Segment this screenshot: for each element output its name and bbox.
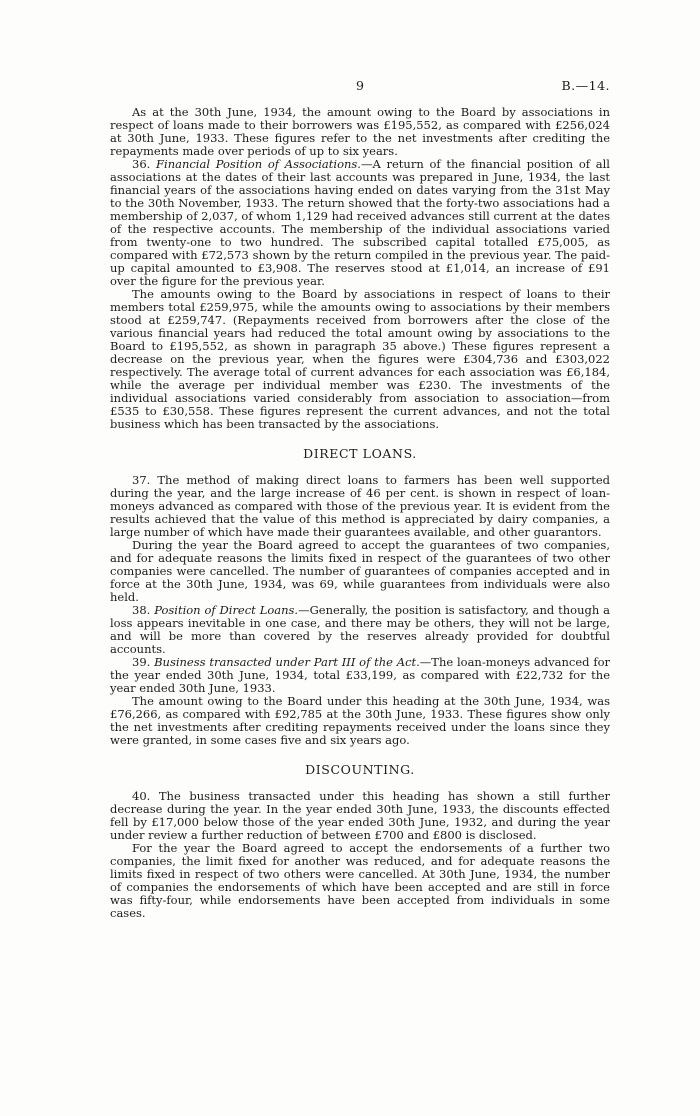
paragraph-text: —A return of the financial position of all associations at the dates of their last accounts was prepared in June, 1934, the last financial years of the associations having ended on dates varying from the 31st May to the 30th November, 1933. The return showed that the forty-two associations had a membership of 2,037, of whom 1,129 had received advances still current at the dates of the respective accounts. The membership of the individual associations varied from twenty-one to two hundred. The subscribed capital totalled £75,005, as compared with £72,573 shown by the return compiled in the previous year. The paid-up capital amounted to £3,908. The reserves stood at £1,014, an increase of £91 over the figure for the previous year.: [110, 157, 610, 288]
page-header: [110, 78, 610, 96]
paragraph-title: Financial Position of Associations.: [156, 157, 361, 171]
paragraph-title: Position of Direct Loans.: [154, 603, 299, 617]
paragraph-39-continued: The amount owing to the Board under this heading at the 30th June, 1934, was £76,266, as compared with £92,785 at the 30th June, 1933. These figures show only the net investments after crediting repayments received under the loans since they were granted, in some cases five and six years ago.: [110, 694, 610, 747]
page-number: 9: [356, 78, 364, 93]
paragraph-37: 37. The method of making direct loans to farmers has been well supported during the year, and the large increase of 46 per cent. is shown in respect of loan-moneys advanced as compared with those of the previous year. It is evident from the results achieved that the value of this method is appreciated by dairy companies, a large number of which have made their guarantees available, and other guarantors.: [110, 473, 610, 539]
paragraph-35-continued: As at the 30th June, 1934, the amount owing to the Board by associations in respect of loans made to their borrowers was £195,552, as compared with £256,024 at 30th June, 1933. These figures refer to the net investments after crediting the repayments made over periods of up to six years.: [110, 105, 610, 158]
paragraph-36-continued: The amounts owing to the Board by associations in respect of loans to their members total £259,975, while the amounts owing to associations by their members stood at £259,747. (Repayments received from borrowers after the close of the various financial years had reduced the total amount owing by associations to the Board to £195,552, as shown in paragraph 35 above.) These figures represent a decrease on the previous year, when the figures were £304,736 and £303,022 respectively. The average total of current advances for each association was £6,184, while the average per individual member was £230. The investments of the individual associations varied considerably from association to association—from £535 to £30,558. These figures represent the current advances, and not the total business which has been transacted by the associations.: [110, 287, 610, 431]
paragraph-number: 36.: [132, 157, 151, 171]
paragraph-40: 40. The business transacted under this heading has shown a still further decrease during the year. In the year ended 30th June, 1933, the discounts effected fell by £17,000 below those of the year ended 30th June, 1932, and during the year under review a further reduction of between £700 and £800 is disclosed.: [110, 789, 610, 842]
document-reference: B.—14.: [561, 78, 610, 93]
paragraph-number: 38.: [132, 603, 151, 617]
paragraph-39: [110, 656, 610, 695]
section-heading-discounting: DISCOUNTING.: [305, 762, 415, 777]
paragraph-number: 39.: [132, 655, 151, 669]
document-body: [110, 106, 610, 920]
paragraph-text: —Generally, the position is satisfactory, and though a loss appears inevitable in one case, and there may be others, they will not be large, and will be more than covered by the reserves already provided for doubtful accounts.: [110, 603, 610, 656]
section-heading-direct-loans: DIRECT LOANS.: [303, 446, 417, 461]
paragraph-36: [110, 158, 610, 288]
paragraph-40-continued: For the year the Board agreed to accept the endorsements of a further two companies, the limit fixed for another was reduced, and for adequate reasons the limits fixed in respect of two others were cancelled. At 30th June, 1934, the number of companies the endorsements of which have been accepted and are still in force was fifty-four, while endorsements have been accepted from individuals in some cases.: [110, 841, 610, 920]
paragraph-37-continued: During the year the Board agreed to accept the guarantees of two companies, and for adequate reasons the limits fixed in respect of the guarantees of two other companies were cancelled. The number of guarantees of companies accepted and in force at the 30th June, 1934, was 69, while guarantees from individuals were also held.: [110, 538, 610, 604]
paragraph-text: —The loan-moneys advanced for the year ended 30th June, 1934, total £33,199, as compared with £22,732 for the year ended 30th June, 1933.: [110, 655, 611, 695]
paragraph-title: Business transacted under Part III of the Act.: [154, 655, 420, 669]
paragraph-38: [110, 604, 610, 656]
